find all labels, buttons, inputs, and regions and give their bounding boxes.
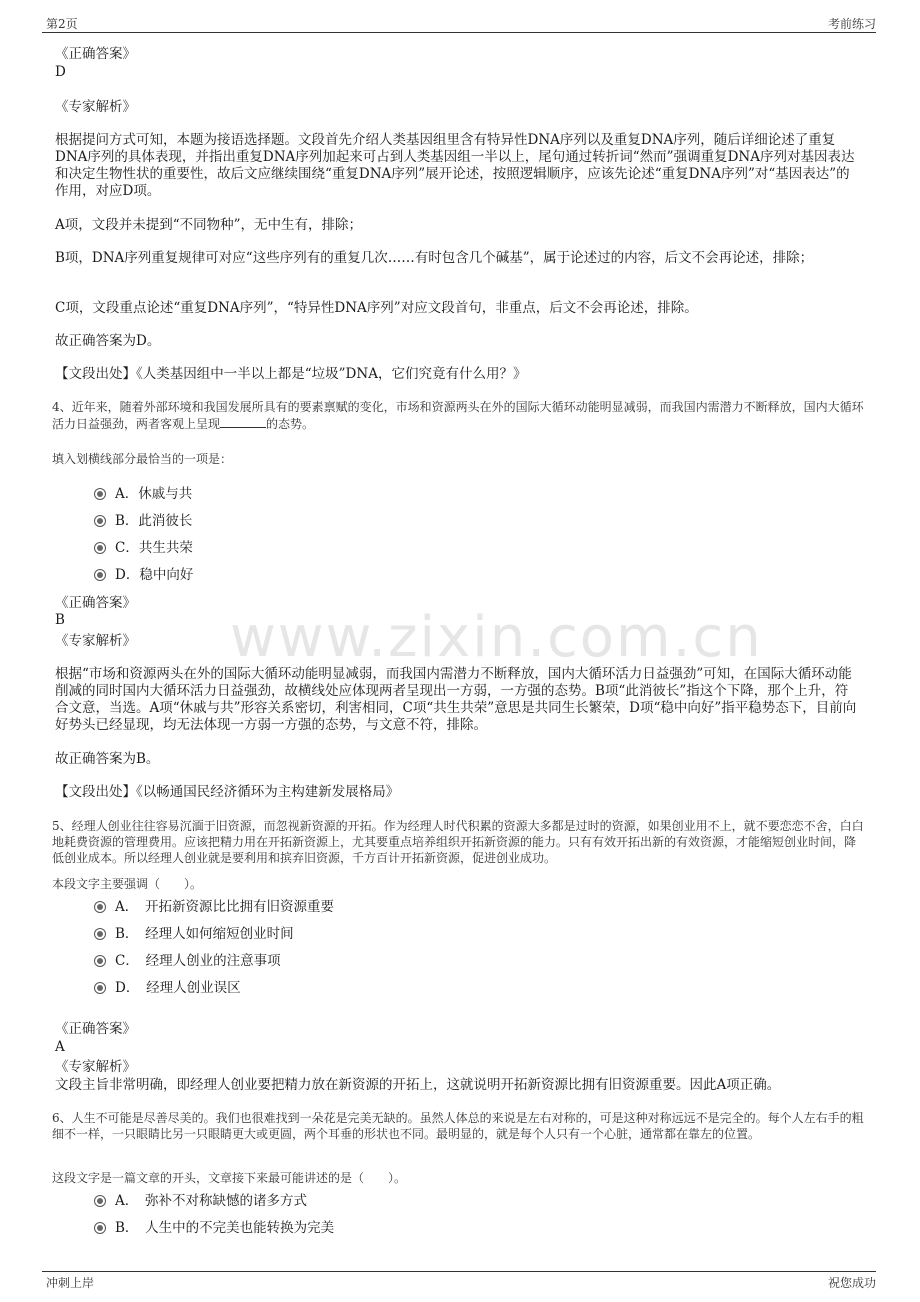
q5-option-a[interactable] bbox=[94, 898, 334, 916]
q4-stem bbox=[52, 399, 864, 432]
radio-icon[interactable] bbox=[94, 542, 106, 554]
q5-prompt: 本段文字主要强调（ ）。 bbox=[52, 877, 203, 891]
page-number: 第2页 bbox=[46, 17, 78, 31]
q4-stem-after: 的态势。 bbox=[266, 417, 315, 431]
q6-option-a[interactable] bbox=[94, 1192, 307, 1210]
q4-analysis-heading: 《专家解析》 bbox=[55, 633, 136, 649]
q5-answer-heading: 《正确答案》 bbox=[55, 1021, 136, 1037]
option-label: A．休戚与共 bbox=[115, 486, 193, 502]
option-label: C． 经理人创业的注意事项 bbox=[115, 953, 281, 969]
q4-option-d[interactable] bbox=[94, 566, 193, 584]
radio-icon[interactable] bbox=[94, 982, 106, 994]
header-title: 考前练习 bbox=[827, 17, 876, 31]
q3-analysis-a: A项，文段并未提到“不同物种”，无中生有，排除； bbox=[55, 217, 363, 233]
q3-analysis-b: B项，DNA序列重复规律可对应“这些序列有的重复几次……有时包含几个碱基”，属于论述过的内容，后文不会再论述，排除； bbox=[55, 250, 814, 266]
q6-prompt: 这段文字是一篇文章的开头，文章接下来最可能讲述的是（ ）。 bbox=[52, 1171, 407, 1185]
page-footer bbox=[42, 1271, 876, 1293]
option-label: B． 经理人如何缩短创业时间 bbox=[115, 926, 294, 942]
q5-option-c[interactable] bbox=[94, 952, 281, 970]
radio-icon[interactable] bbox=[94, 901, 106, 913]
q3-analysis-heading: 《专家解析》 bbox=[55, 99, 136, 115]
q5-option-d[interactable] bbox=[94, 979, 241, 997]
radio-icon[interactable] bbox=[94, 488, 106, 500]
q4-conclusion: 故正确答案为B。 bbox=[55, 751, 160, 767]
q4-answer: B bbox=[55, 612, 65, 628]
q3-answer: D bbox=[55, 64, 66, 80]
q4-option-a[interactable] bbox=[94, 485, 192, 503]
q4-source: 【文段出处】《以畅通国民经济循环为主构建新发展格局》 bbox=[55, 784, 400, 800]
q6-stem: 6、人生不可能是尽善尽美的。我们也很难找到一朵花是完美无缺的。虽然人体总的来说是左右对称的，可是这种对称远远不是完全的。每个人左右手的粗细不一样，一只眼睛比另一只眼睛更大或更圆，两个耳垂的形状也不同。最明显的，就是每个人只有一个心脏，通常都在靠左的位置。 bbox=[52, 1111, 864, 1141]
q4-prompt: 填入划横线部分最恰当的一项是： bbox=[52, 452, 233, 466]
q5-option-b[interactable] bbox=[94, 925, 294, 943]
watermark: www.zixin.com.cn bbox=[230, 605, 763, 670]
radio-icon[interactable] bbox=[94, 1195, 106, 1207]
q4-option-c[interactable] bbox=[94, 539, 193, 557]
option-label: C．共生共荣 bbox=[115, 540, 193, 556]
footer-left: 冲刺上岸 bbox=[46, 1276, 95, 1290]
q6-option-b[interactable] bbox=[94, 1219, 334, 1237]
q3-conclusion: 故正确答案为D。 bbox=[55, 333, 161, 349]
page-header bbox=[42, 12, 876, 33]
option-label: D． 经理人创业误区 bbox=[115, 980, 241, 996]
option-label: B．此消彼长 bbox=[115, 513, 193, 529]
radio-icon[interactable] bbox=[94, 515, 106, 527]
q3-analysis-c: C项，文段重点论述“重复DNA序列”，“特异性DNA序列”对应文段首句，非重点，后文不会再论述，排除。 bbox=[55, 300, 698, 316]
option-label: A． 弥补不对称缺憾的诸多方式 bbox=[115, 1193, 307, 1209]
option-label: D．稳中向好 bbox=[115, 567, 194, 583]
q5-analysis-heading: 《专家解析》 bbox=[55, 1059, 136, 1075]
q3-analysis-paragraph: 根据提问方式可知，本题为接语选择题。文段首先介绍人类基因组里含有特异性DNA序列以及重复DNA序列，随后详细论述了重复DNA序列的具体表现，并指出重复DNA序列加起来可占到人类基因组一半以上，尾句通过转折词“然而”强调重复DNA序列对基因表达和决定生物性状的重要性，故后文应继续围绕“重复DNA序列”展开论述，按照逻辑顺序，应该先论述“重复DNA序列”对“基因表达”的作用，对应D项。 bbox=[55, 132, 855, 199]
fill-blank bbox=[220, 415, 266, 428]
q4-stem-before: 4、近年来，随着外部环境和我国发展所具有的要素禀赋的变化，市场和资源两头在外的国际大循环动能明显减弱，而我国内需潜力不断释放，国内大循环活力日益强劲，两者客观上呈现 bbox=[52, 400, 864, 431]
q4-answer-heading: 《正确答案》 bbox=[55, 595, 136, 611]
radio-icon[interactable] bbox=[94, 569, 106, 581]
option-label: A． 开拓新资源比比拥有旧资源重要 bbox=[115, 899, 334, 915]
option-label: B． 人生中的不完美也能转换为完美 bbox=[115, 1220, 335, 1236]
radio-icon[interactable] bbox=[94, 1222, 106, 1234]
footer-right: 祝您成功 bbox=[827, 1276, 876, 1290]
radio-icon[interactable] bbox=[94, 955, 106, 967]
q3-answer-heading: 《正确答案》 bbox=[55, 46, 136, 62]
q4-option-b[interactable] bbox=[94, 512, 192, 530]
q5-analysis: 文段主旨非常明确，即经理人创业要把精力放在新资源的开拓上，这就说明开拓新资源比拥有旧资源重要。因此A项正确。 bbox=[55, 1077, 781, 1093]
q5-stem: 5、经理人创业往往容易沉湎于旧资源，而忽视新资源的开拓。作为经理人时代积累的资源大多都是过时的资源，如果创业用不上，就不要恋恋不舍，白白地耗费资源的管理费用。应该把精力用在开拓新资源上，尤其要重点培养组织开拓新资源的能力。只有有效开拓出新的有效资源，才能缩短创业时间，降低创业成本。所以经理人创业就是要利用和摈弃旧资源，千方百计开拓新资源，促进创业成功。 bbox=[52, 819, 864, 865]
radio-icon[interactable] bbox=[94, 928, 106, 940]
q3-source: 【文段出处】《人类基因组中一半以上都是“垃圾”DNA，它们究竟有什么用？》 bbox=[55, 366, 527, 382]
q4-analysis: 根据“市场和资源两头在外的国际大循环动能明显减弱，而我国内需潜力不断释放，国内大循环活力日益强劲”可知，在国际大循环动能削减的同时国内大循环活力日益强劲，故横线处应体现两者呈现出一方弱，一方强的态势。B项“此消彼长”指这个下降，那个上升，符合文意，当选。A项“休戚与共”形容关系密切，利害相同，C项“共生共荣”意思是共同生长繁荣，D项“稳中向好”指平稳势态下，目前向好势头已经显现，均无法体现一方弱一方强的态势，与文意不符，排除。 bbox=[55, 666, 857, 733]
q5-answer: A bbox=[55, 1039, 65, 1055]
